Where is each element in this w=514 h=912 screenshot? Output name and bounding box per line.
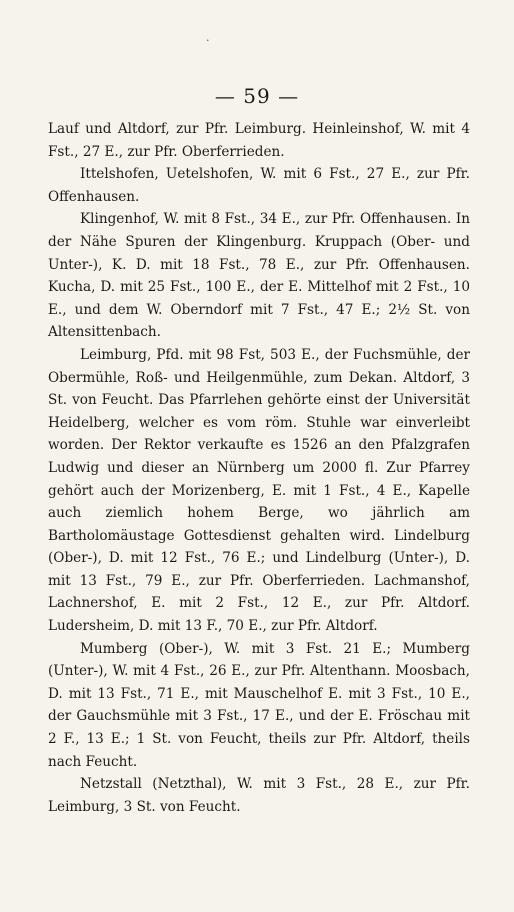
paragraph: Netzstall (Netzthal), W. mit 3 Fst., 28 E., zur Pfr. Leimburg, 3 St. von Feucht.	[48, 776, 470, 815]
paragraph: Klingenhof, W. mit 8 Fst., 34 E., zur Pfr. Offenhausen. In der Nähe Spuren der Klingenburg. Kruppach (Ober- und Unter-), K. D. mit 18 Fst., 78 E., zur Pfr. Offenhausen. Kucha, D. mit 25 Fst., 100 E., der E. Mittelhof mit 2 Fst., 10 E., und dem W. Oberndorf mit 7 Fst., 47 E.; 2½ St. von Altensittenbach.	[48, 211, 470, 341]
page-number: — 59 —	[214, 84, 300, 108]
page-body	[48, 118, 470, 818]
printer-mark: ·	[206, 34, 210, 47]
paragraph: Leimburg, Pfd. mit 98 Fst, 503 E., der Fuchsmühle, der Obermühle, Roß- und Heilgenmühle, zum Dekan. Altdorf, 3 St. von Feucht. Das Pfarrlehen gehörte einst der Universität Heidelberg, welcher es vom röm. Stuhle war einverleibt worden. Der Rektor verkaufte es 1526 an den Pfalzgrafen Ludwig und dieser an Nürnberg um 2000 fl. Zur Pfarrey gehört auch der Morizenberg, E. mit 1 Fst., 4 E., Kapelle auch ziemlich hohem Berge, wo jährlich am Bartholomäustage Gottesdienst gehalten wird. Lindelburg (Ober-), D. mit 12 Fst., 76 E.; und Lindelburg (Unter-), D. mit 13 Fst., 79 E., zur Pfr. Oberferrieden. Lachmanshof, Lachnershof, E. mit 2 Fst., 12 E., zur Pfr. Altdorf. Ludersheim, D. mit 13 F., 70 E., zur Pfr. Altdorf.	[48, 346, 470, 635]
paragraph: Mumberg (Ober-), W. mit 3 Fst. 21 E.; Mumberg (Unter-), W. mit 4 Fst., 26 E., zur Pfr. Altenthann. Moosbach, D. mit 13 Fst., 71 E., mit Mauschelhof E. mit 3 Fst., 10 E., der Gauchsmühle mit 3 Fst., 17 E., und der E. Fröschau mit 2 F., 13 E.; 1 St. von Feucht, theils zur Pfr. Altdorf, theils nach Feucht.	[48, 640, 470, 770]
paragraph: Lauf und Altdorf, zur Pfr. Leimburg. Heinleinshof, W. mit 4 Fst., 27 E., zur Pfr. Oberferrieden.	[48, 121, 470, 160]
paragraph: Ittelshofen, Uetelshofen, W. mit 6 Fst., 27 E., zur Pfr. Offenhausen.	[48, 166, 470, 205]
